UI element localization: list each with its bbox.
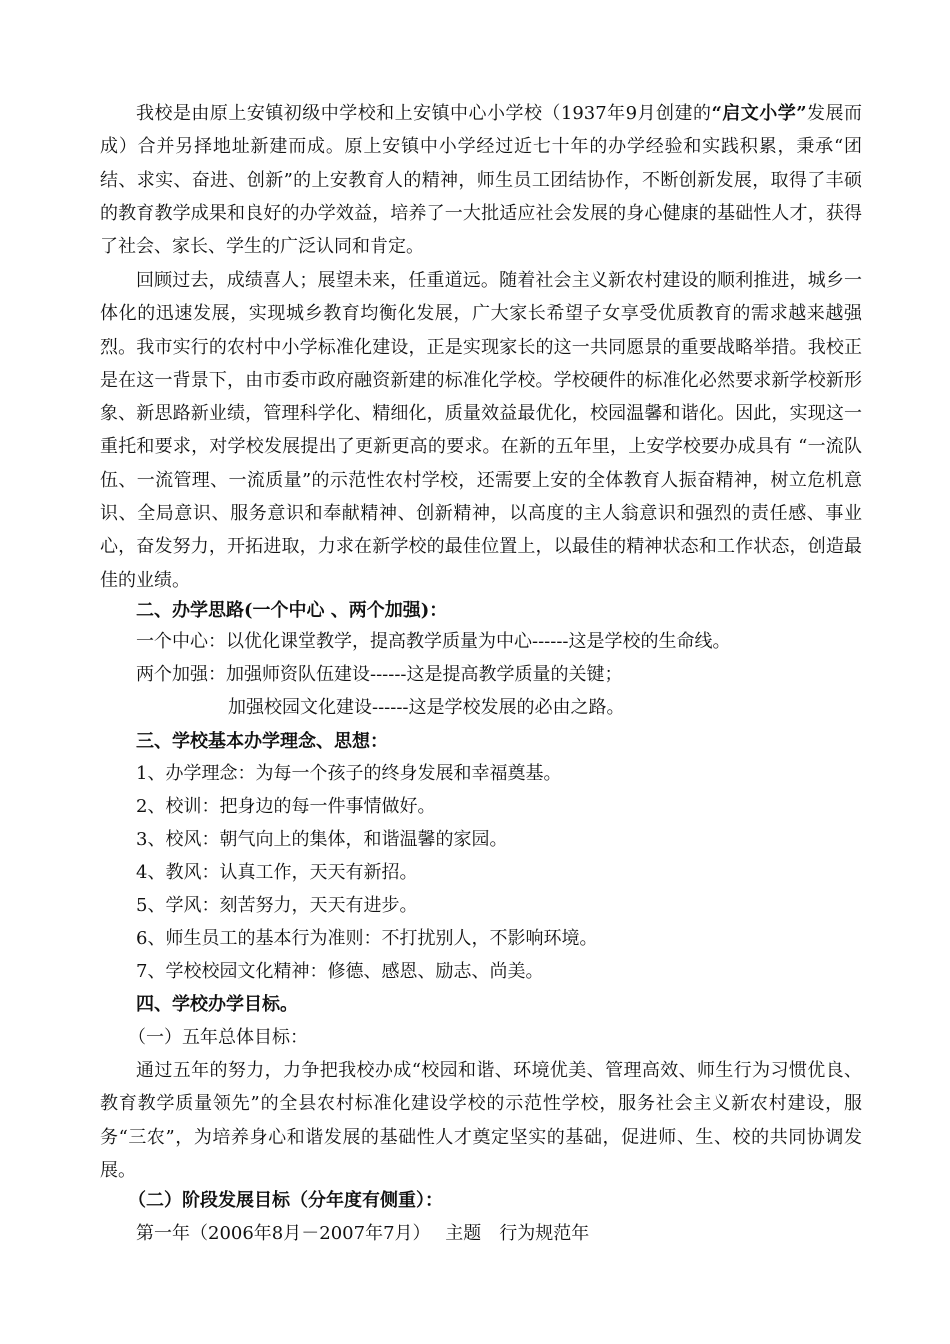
five-year-goal-subheading: （一）五年总体目标： (128, 1027, 308, 1048)
philosophy-item: 3、校风：朝气向上的集体，和谐温馨的家园。 (136, 829, 508, 850)
intro-paragraph (100, 97, 862, 263)
philosophy-item: 2、校训：把身边的每一件事情做好。 (136, 796, 436, 817)
philosophy-item: 4、教风：认真工作，天天有新招。 (136, 862, 418, 883)
stage-goal-subheading: （二）阶段发展目标（分年度有侧重）： (128, 1190, 443, 1211)
two-strengthen-line-1: 两个加强：加强师资队伍建设------这是提高教学质量的关键； (136, 664, 623, 685)
one-center-line: 一个中心：以优化课堂教学，提高教学质量为中心------这是学校的生命线。 (136, 631, 731, 652)
section-3-heading: 三、学校基本办学理念、思想： (136, 731, 388, 752)
school-name-highlight: “启文小学” (711, 103, 807, 124)
philosophy-item: 5、学风：刻苦努力，天天有进步。 (136, 895, 418, 916)
five-year-goal-paragraph: 通过五年的努力，力争把我校办成“校园和谐、环境优美、管理高效、师生行为习惯优良、教育教学质量领先”的全县农村标准化建设学校的示范性学校，服务社会主义新农村建设，服务“三农”，为培养身心和谐发展的基础性人才奠定坚实的基础，促进师、生、校的共同协调发展。 (100, 1060, 862, 1181)
review-paragraph: 回顾过去，成绩喜人；展望未来，任重道远。随着社会主义新农村建设的顺利推进，城乡一体化的迅速发展，实现城乡教育均衡化发展，广大家长希望子女享受优质教育的需求越来越强烈。我市实行的农村中小学标准化建设，正是实现家长的这一共同愿景的重要战略举措。我校正是在这一背景下，由市委市政府融资新建的标准化学校。学校硬件的标准化必然要求新学校新形象、新思路新业绩，管理科学化、精细化，质量效益最优化，校园温馨和谐化。因此，实现这一重托和要求，对学校发展提出了更新更高的要求。在新的五年里，上安学校要办成具有 “一流队伍、一流管理、一流质量”的示范性农村学校，还需要上安的全体教育人振奋精神，树立危机意识、全局意识、服务意识和奉献精神、创新精神，以高度的主人翁意识和强烈的责任感、事业心，奋发努力，开拓进取，力求在新学校的最佳位置上，以最佳的精神状态和工作状态，创造最佳的业绩。 (100, 270, 862, 591)
philosophy-item: 1、办学理念：为每一个孩子的终身发展和幸福奠基。 (136, 763, 562, 784)
philosophy-item: 7、学校校园文化精神：修德、感恩、励志、尚美。 (136, 961, 544, 982)
intro-text-before: 我校是由原上安镇初级中学校和上安镇中心小学校（1937年9月创建的 (136, 103, 712, 124)
year-one-line: 第一年（2006年8月－2007年7月） 主题 行为规范年 (136, 1223, 590, 1244)
section-2-heading: 二、办学思路(一个中心 、两个加强)： (136, 600, 448, 621)
two-strengthen-line-2: 加强校园文化建设------这是学校发展的必由之路。 (228, 697, 625, 718)
philosophy-item: 6、师生员工的基本行为准则：不打扰别人，不影响环境。 (136, 928, 598, 949)
section-4-heading: 四、学校办学目标。 (136, 994, 298, 1015)
intro-text-after: 发展而成）合并另择地址新建而成。原上安镇中小学经过近七十年的办学经验和实践积累，秉承“团结、求实、奋进、创新”的上安教育人的精神，师生员工团结协作，不断创新发展，取得了丰硕的教育教学成果和良好的办学效益，培养了一大批适应社会发展的身心健康的基础性人才，获得了社会、家长、学生的广泛认同和肯定。 (100, 103, 862, 258)
